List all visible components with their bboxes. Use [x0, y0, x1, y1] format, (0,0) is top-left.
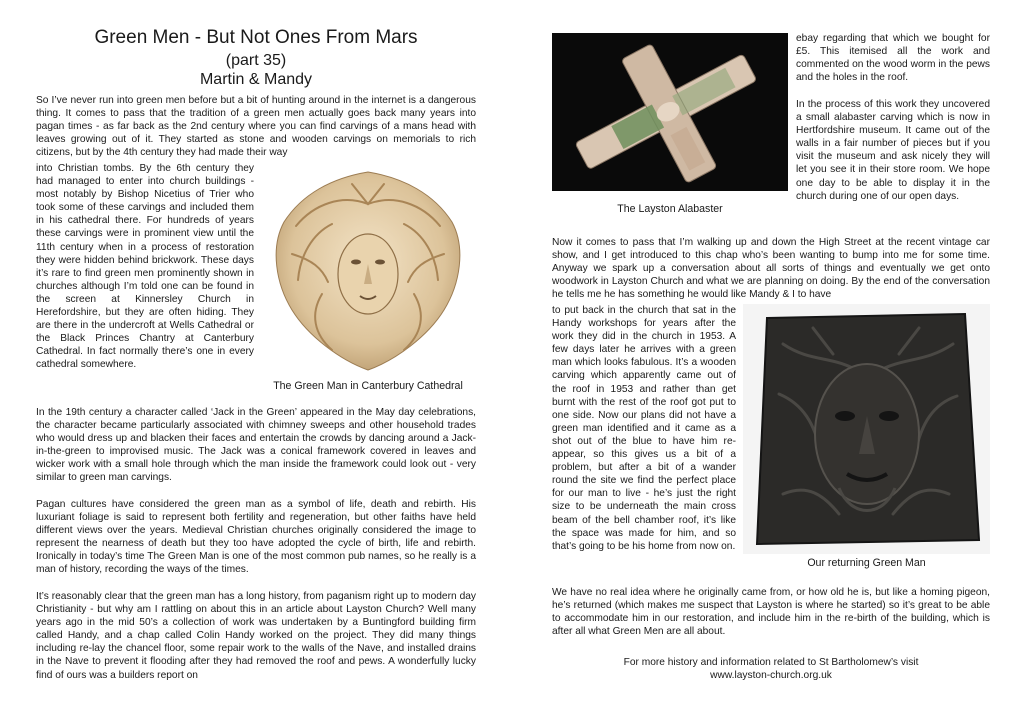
paragraph-wooden-carving: to put back in the church that sat in the Handy workshops for years after the work they did in the church in 1953. A few days later he arrives with a green man which looks fabulous. It’s a wooden carving which apparently came out of the roof in 1953 and rather than get burnt with the rest of the roof got put to one side. Now our plans did not have a green man identified and it came as a shot out of the blue to have him re-appear, so this gives us a bit of a problem, but after a bit of a wander round the site we find the perfect place for our man to live - he’s just the right size to be underneath the main cross beam of the bell chamber roof, it’s like the space was made for him, and so that’s going to be his home from now on. — [552, 305, 736, 552]
paragraph-alabaster: In the process of this work they uncovered a small alabaster carving which is now in Hertfordshire museum. It came out of the walls in a fair number of pieces but if you visit the museum and ask nicely they will let you see it in their store room. We hope one day to be able to display it in the church during one of our open days. — [796, 99, 990, 202]
paragraph-pagan-cultures: Pagan cultures have considered the green man as a symbol of life, death and rebirth. His luxuriant foliage is said to represent both fertility and regeneration, but other faiths have held different views over the years. Medieval Christian churches originally considered the image to represent the nearness of death but they too have adopted the cycle of birth, life and rebirth. Ironically in today’s time The Green Man is one of the most common pub names, so he really is a man of history, recording the ways of the times. — [36, 499, 476, 576]
paragraph-homing-pigeon: We have no real idea where he originally came from, or how old he is, but like a homing pigeon, he’s returned (which makes me suspect that Layston is where he started) so it’s great to be able to accommodate him in our restoration, and include him in the re-birth of the building, which is after all what Green Men are all about. — [552, 587, 990, 638]
returning-green-man-photo — [743, 304, 990, 554]
footer-visit-text: For more history and information related to St Bartholomew’s visit — [623, 657, 919, 668]
paragraph-jack-in-the-green: In the 19th century a character called ‘Jack in the Green’ appeared in the May day celebrations, the character became particularly associated with chimney sweeps and other household trades who would dress up and blacken their faces and entertain the crowds by dancing around a Jack-in-the-green to improvised music. The Jack was a conical framework covered in leaves and wicker work with a small hole through which the man inside the framework could look out - very similar to green man carvings. — [36, 407, 476, 484]
article-authors: Martin & Mandy — [199, 71, 313, 88]
returning-green-man-caption: Our returning Green Man — [807, 557, 926, 569]
article-title: Green Men - But Not Ones From Mars — [94, 27, 418, 48]
green-man-canterbury-photo — [262, 164, 474, 377]
paragraph-ebay-report: ebay regarding that which we bought for £5. This itemised all the work and commented on the wood worm in the pews and the holes in the roof. — [796, 33, 990, 84]
paragraph-history: into Christian tombs. By the 6th century they had managed to enter into church buildings - most notably by Bishop Nicetius of Trier who took some of these carvings and included them in his cathedral there. For hundreds of years these carvings were in prominent view until the 11th century when in a process of restoration they were hidden behind brickwork. These days it’s rare to find green men prominently shown in churches although I’m told one can be found in the screen at Kinnersley Church in Herefordshire, but they are often hiding. They are there in the undercroft at Wells Cathedral or the Black Princes Chantry at Canterbury Cathedral. In fact normally there’s one in every cathedral somewhere. — [36, 163, 254, 371]
article-part: (part 35) — [225, 52, 287, 69]
paragraph-layston-history: It’s reasonably clear that the green man has a long history, from paganism right up to modern day Christianity - but why am I rattling on about this in an article about Layston Church? Well many years ago in the mid 50’s a collection of work was undertaken by a Buntingford building firm called Handy, and a chap called Colin Handy worked on the project. They did many things including re-lay the chancel floor, some repair work to the walls of the Nave, and installed drains in the Nave to prevent it flooding after they had removed the roof and pews. A wonderfully lucky find of ours was a builders report on — [36, 591, 476, 681]
paragraph-car-show: Now it comes to pass that I’m walking up and down the High Street at the recent vintage car show, and I get introduced to this chap who’s been wanting to bump into me for some time. Anyway we spark up a conversation about all sorts of things and eventually we get onto woodwork in Layston Church and what we are planning on doing. By the end of the conversation he tells me he has something he would like Mandy & I to have — [552, 237, 990, 301]
paragraph-intro: So I’ve never run into green men before but a bit of hunting around in the internet is a dangerous thing. It comes to pass that the tradition of a green men actually goes back many years into pagan times - as far back as the 2nd century where you can find carvings of a mans head with leaves growing out of it. They started as stone and wooden carvings on memorials to rich citizens, but by the 4th century they had made their way — [36, 95, 476, 159]
footer-website-link[interactable]: www.layston-church.org.uk — [710, 670, 832, 681]
alabaster-caption: The Layston Alabaster — [617, 203, 723, 215]
canterbury-caption: The Green Man in Canterbury Cathedral — [273, 380, 463, 392]
layston-alabaster-photo — [552, 33, 788, 191]
